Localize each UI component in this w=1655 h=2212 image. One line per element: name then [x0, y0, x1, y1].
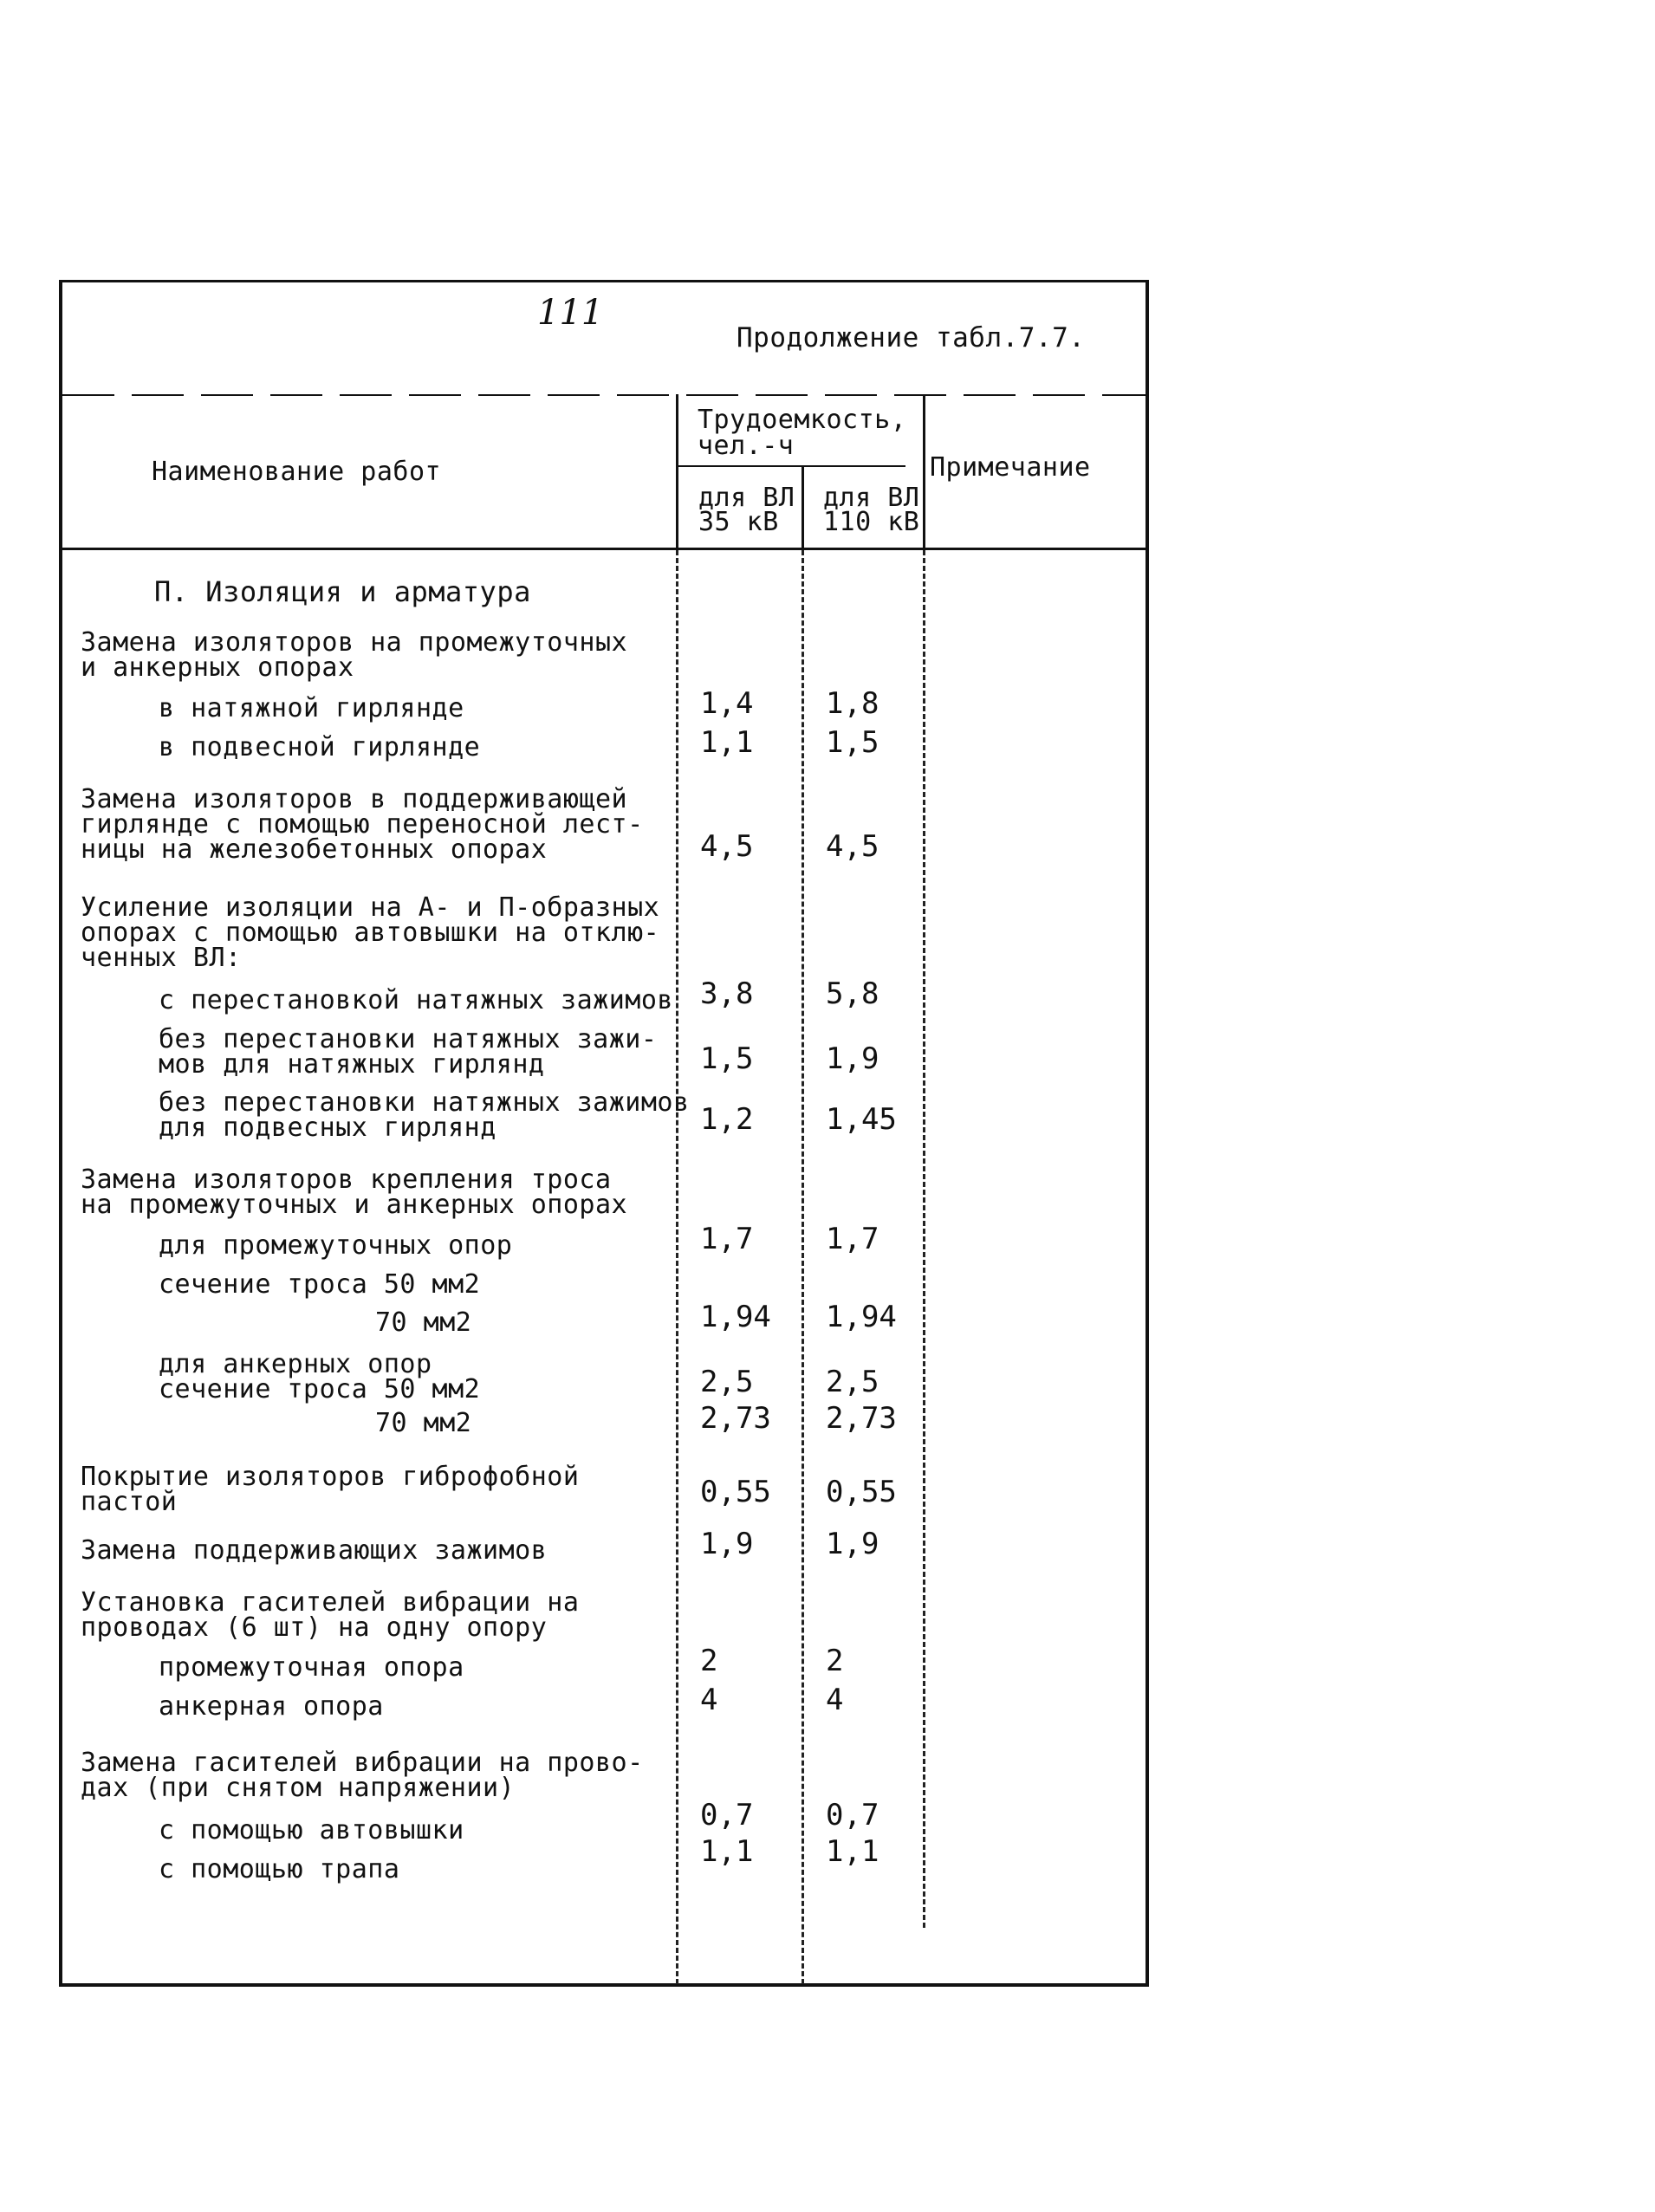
- value-35: 2: [700, 1644, 718, 1678]
- value-35: 4,5: [700, 829, 754, 864]
- value-110: 2,73: [826, 1401, 897, 1436]
- value-110: 2: [826, 1644, 844, 1678]
- row-text: в натяжной гирлянде: [159, 693, 464, 723]
- value-110: 1,45: [826, 1102, 897, 1137]
- value-35: 2,5: [700, 1365, 754, 1399]
- row-text: на промежуточных и анкерных опорах: [81, 1190, 628, 1220]
- value-110: 1,5: [826, 725, 879, 760]
- header-110-line2: 110 кВ: [823, 507, 920, 537]
- row-text: гирлянде с помощью переносной лест-: [81, 809, 644, 840]
- header-35-line1: для ВЛ: [698, 483, 795, 513]
- header-labor: Трудоемкость,: [698, 405, 907, 435]
- value-35: 1,9: [700, 1527, 754, 1561]
- header-bottom-rule: [62, 548, 1146, 550]
- value-110: 5,8: [826, 976, 879, 1011]
- value-35: 1,4: [700, 686, 754, 721]
- row-text: 70 мм2: [375, 1408, 472, 1438]
- header-top-rule: [62, 394, 1146, 396]
- row-text: промежуточная опора: [159, 1652, 464, 1683]
- value-110: 2,5: [826, 1365, 879, 1399]
- labor-subheader-rule: [678, 465, 905, 467]
- col-divider-name-header: [676, 394, 678, 550]
- header-35-line2: 35 кВ: [698, 507, 779, 537]
- header-110-line1: для ВЛ: [823, 483, 920, 513]
- value-35: 2,73: [700, 1401, 771, 1436]
- header-labor-unit: чел.-ч: [698, 431, 795, 461]
- row-text: Установка гасителей вибрации на: [81, 1587, 580, 1618]
- row-text: без перестановки натяжных зажи-: [159, 1024, 658, 1054]
- row-text: мов для натяжных гирлянд: [159, 1049, 545, 1080]
- row-text: пастой: [81, 1487, 178, 1517]
- value-110: 1,1: [826, 1834, 879, 1869]
- row-text: Замена изоляторов в поддерживающей: [81, 784, 628, 814]
- row-text: ницы на железобетонных опорах: [81, 834, 548, 865]
- col-divider-name: [676, 550, 678, 1984]
- value-110: 4,5: [826, 829, 879, 864]
- value-110: 0,7: [826, 1798, 879, 1833]
- row-text: сечение троса 50 мм2: [159, 1269, 481, 1300]
- row-text: в подвесной гирлянде: [159, 732, 481, 762]
- col-divider-110: [923, 550, 925, 1928]
- row-text: дах (при снятом напряжении): [81, 1773, 516, 1803]
- row-text: и анкерных опорах: [81, 652, 354, 683]
- value-35: 1,5: [700, 1041, 754, 1076]
- header-note: Примечание: [930, 452, 1091, 483]
- row-text: для подвесных гирлянд: [159, 1112, 497, 1143]
- row-text: Замена изоляторов на промежуточных: [81, 627, 628, 658]
- row-text: опорах с помощью автовышки на отклю-: [81, 918, 660, 948]
- value-110: 4: [826, 1683, 844, 1717]
- value-110: 1,94: [826, 1300, 897, 1334]
- page-number: 111: [537, 293, 604, 333]
- value-35: 1,2: [700, 1102, 754, 1137]
- value-35: 0,55: [700, 1475, 771, 1509]
- row-text: проводах (6 шт) на одну опору: [81, 1612, 548, 1643]
- row-text: Усиление изоляции на А- и П-образных: [81, 892, 660, 923]
- section-title: П. Изоляция и арматура: [154, 575, 531, 608]
- col-divider-35-header: [802, 465, 804, 550]
- row-text: анкерная опора: [159, 1691, 384, 1722]
- value-35: 1,1: [700, 1834, 754, 1869]
- row-text: сечение троса 50 мм2: [159, 1374, 481, 1404]
- value-110: 1,9: [826, 1041, 879, 1076]
- row-text: Покрытие изоляторов гиброфобной: [81, 1462, 580, 1492]
- row-text: Замена изоляторов крепления троса: [81, 1164, 612, 1195]
- value-35: 0,7: [700, 1798, 754, 1833]
- value-110: 1,9: [826, 1527, 879, 1561]
- value-35: 1,94: [700, 1300, 771, 1334]
- row-text: Замена поддерживающих зажимов: [81, 1535, 548, 1566]
- value-35: 1,7: [700, 1222, 754, 1256]
- value-110: 0,55: [826, 1475, 897, 1509]
- value-35: 1,1: [700, 725, 754, 760]
- row-text: 70 мм2: [375, 1307, 472, 1338]
- value-110: 1,7: [826, 1222, 879, 1256]
- col-divider-110-header: [923, 394, 925, 550]
- value-110: 1,8: [826, 686, 879, 721]
- row-text: с перестановкой натяжных зажимов: [159, 985, 673, 1015]
- row-text: для промежуточных опор: [159, 1230, 513, 1261]
- row-text: с помощью трапа: [159, 1854, 400, 1884]
- header-work-name: Наименование работ: [152, 457, 442, 487]
- col-divider-35: [802, 550, 804, 1984]
- row-text: Замена гасителей вибрации на прово-: [81, 1748, 644, 1778]
- row-text: ченных ВЛ:: [81, 943, 242, 973]
- row-text: для анкерных опор: [159, 1349, 432, 1379]
- value-35: 3,8: [700, 976, 754, 1011]
- row-text: без перестановки натяжных зажимов: [159, 1087, 690, 1118]
- row-text: с помощью автовышки: [159, 1815, 464, 1845]
- table-caption: Продолжение табл.7.7.: [737, 322, 1086, 354]
- value-35: 4: [700, 1683, 718, 1717]
